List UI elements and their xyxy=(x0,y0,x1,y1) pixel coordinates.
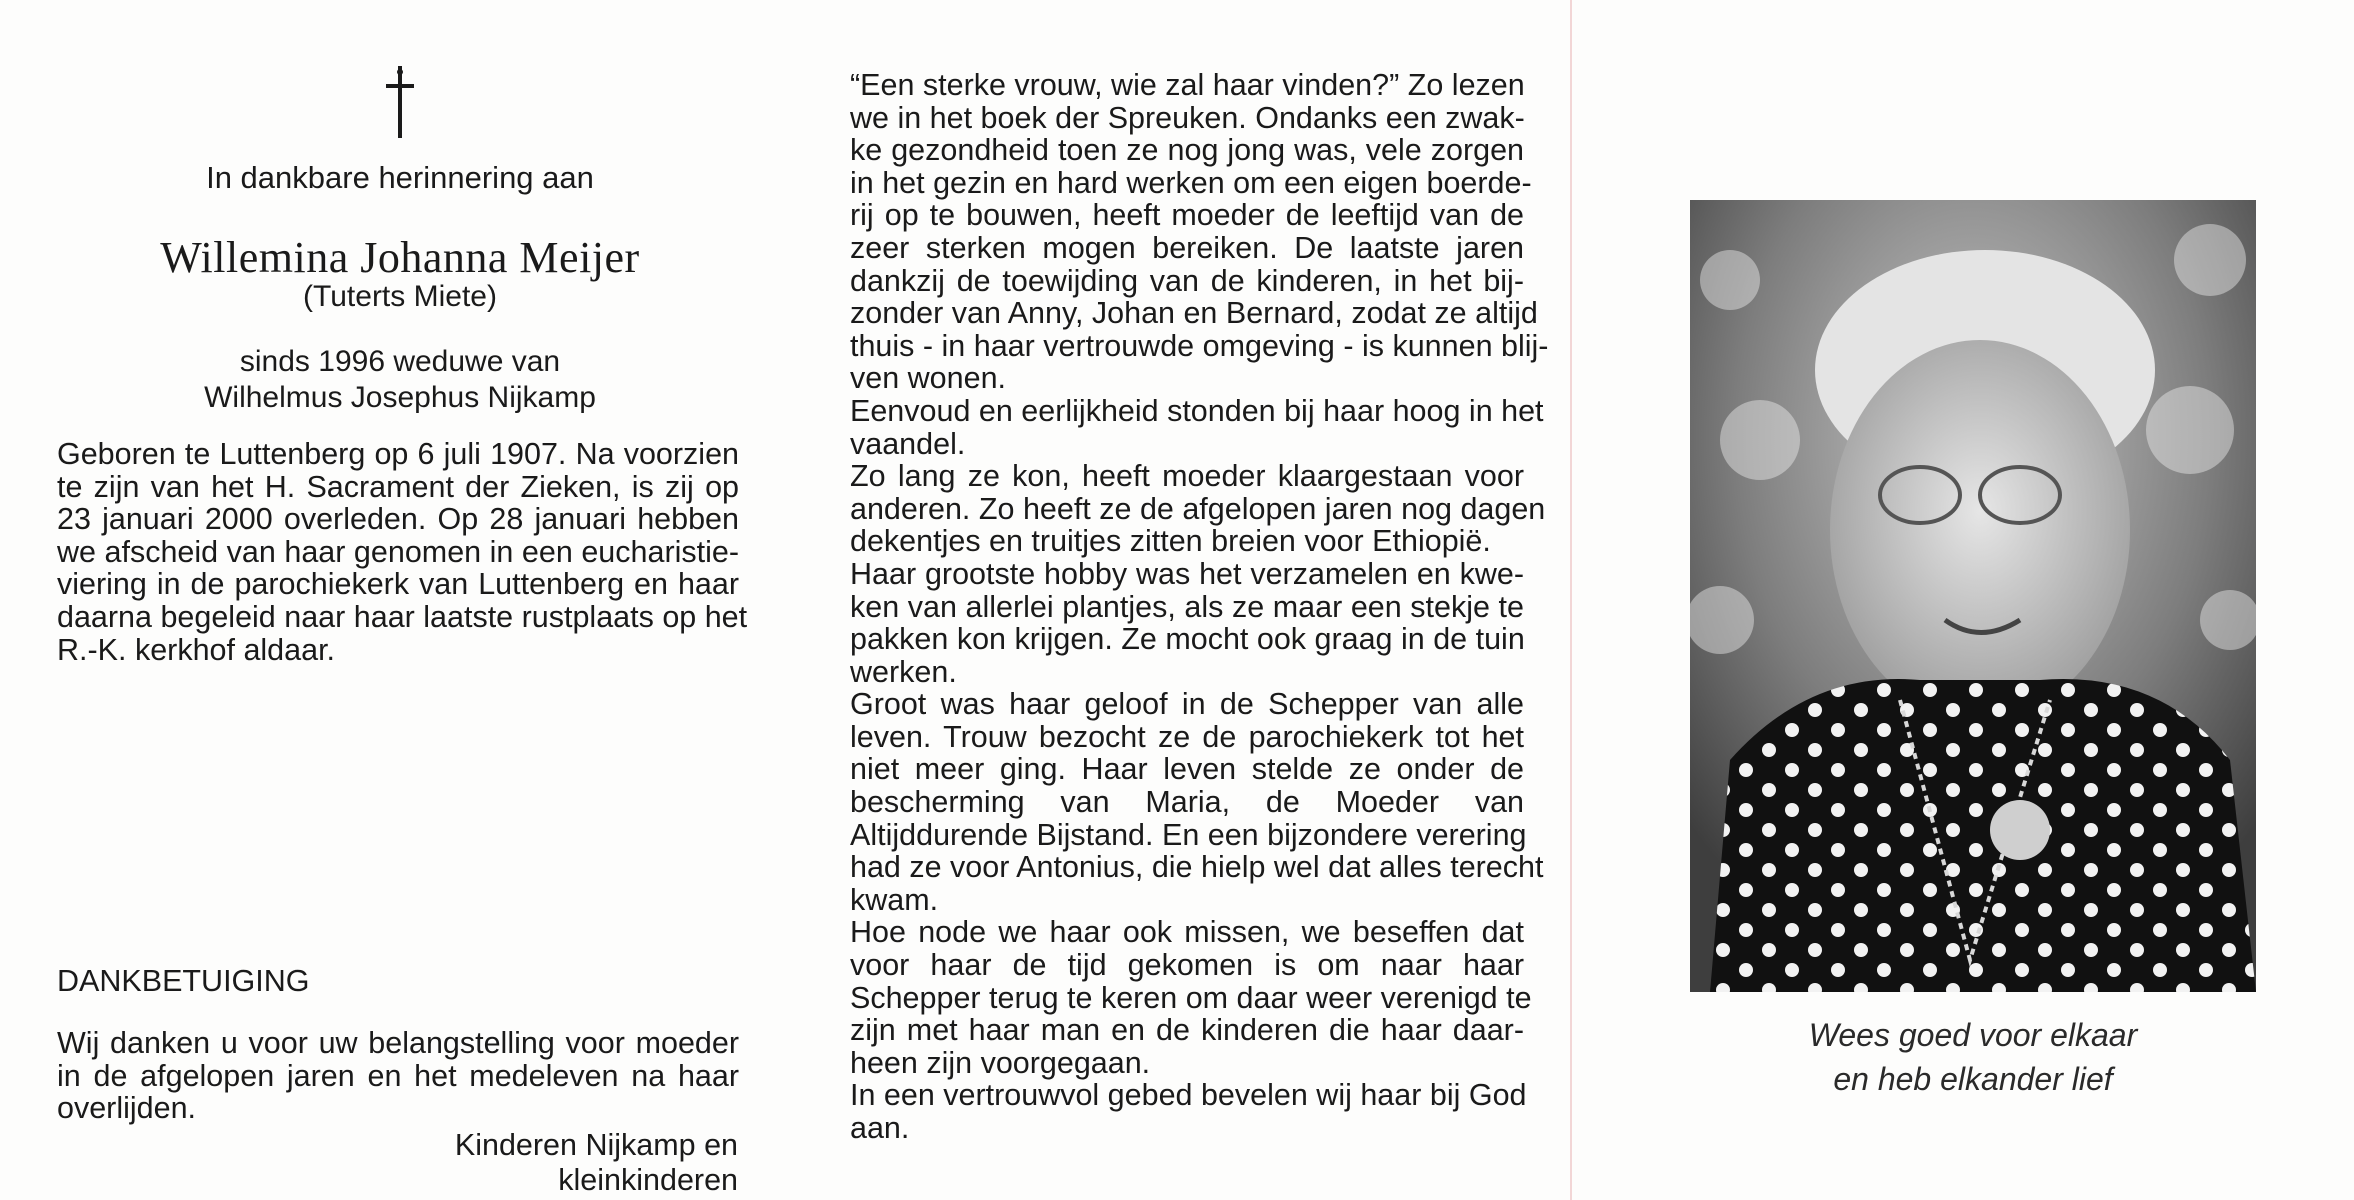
widow-line: sinds 1996 weduwe van xyxy=(239,345,561,378)
text-line: we in het boek der Spreuken. Ondanks een zwak- xyxy=(850,100,1525,135)
portrait-photo xyxy=(1690,200,2256,992)
caption-line: Wees goed voor elkaar xyxy=(1808,1017,2138,1053)
caption-line: en heb elkander lief xyxy=(1833,1061,2113,1097)
nickname: (Tuterts Miete) xyxy=(303,280,497,313)
text-line: in de afgelopen jaren en het medeleven na haar xyxy=(57,1058,739,1093)
text-line: R.-K. kerkhof aldaar. xyxy=(57,632,336,667)
text-line: ke gezondheid toen ze nog jong was, vele zorgen xyxy=(850,133,1524,168)
caption xyxy=(1700,1013,2246,1101)
text-line: zonder van Anny, Johan en Bernard, zodat ze altijd xyxy=(850,296,1538,331)
text-line: te zijn van het H. Sacrament der Zieken, is zij op xyxy=(57,469,739,504)
text-line: Zo lang ze kon, heeft moeder klaargestaan voor xyxy=(850,459,1524,494)
fold-line xyxy=(1570,0,1572,1200)
text-line: pakken kon krijgen. Ze mocht ook graag in de tuin xyxy=(850,622,1525,657)
text-line: Haar grootste hobby was het verzamelen en kwe- xyxy=(850,556,1524,591)
text-line: zeer sterken mogen bereiken. De laatste jaren xyxy=(850,230,1524,265)
text-line: Wij danken u voor uw belangstelling voor moeder xyxy=(57,1026,739,1060)
cross-icon xyxy=(380,66,420,138)
text-line: in het gezin en hard werken om een eigen boerde- xyxy=(850,165,1532,200)
text-line: zijn met haar man en de kinderen die haar daar- xyxy=(850,1013,1524,1048)
text-line: heen zijn voorgegaan. xyxy=(850,1045,1151,1080)
text-line: bescherming van Maria, de Moeder van xyxy=(850,785,1524,820)
text-line: leven. Trouw bezocht ze de parochiekerk tot het xyxy=(850,719,1524,754)
text-line: niet meer ging. Haar leven stelde ze onder de xyxy=(850,752,1524,787)
text-line: Altijddurende Bijstand. En een bijzondere verering xyxy=(850,817,1527,852)
intro-line: In dankbare herinnering aan xyxy=(206,160,594,195)
text-line: overlijden. xyxy=(57,1091,197,1126)
text-line: had ze voor Antonius, die hielp wel dat alles terecht xyxy=(850,850,1544,885)
thanks-heading: DANKBETUIGING xyxy=(57,964,310,998)
biography-paragraph xyxy=(57,437,748,667)
text-line: we afscheid van haar genomen in een eucharistie- xyxy=(57,534,739,569)
text-line: dekentjes en truitjes zitten breien voor Ethiopië. xyxy=(850,524,1491,559)
text-line: “Een sterke vrouw, wie zal haar vinden?” Zo lezen xyxy=(850,68,1525,102)
portrait-image xyxy=(1690,200,2256,992)
text-line: Groot was haar geloof in de Schepper van alle xyxy=(850,687,1524,722)
text-line: kwam. xyxy=(850,882,939,917)
text-line: werken. xyxy=(850,654,957,689)
text-line: voor haar de tijd gekomen is om naar haar xyxy=(850,948,1524,983)
text-line: viering in de parochiekerk van Luttenberg en haar xyxy=(57,567,739,602)
text-line: ken van allerlei plantjes, als ze maar een stekje te xyxy=(850,589,1524,624)
text-line: Eenvoud en eerlijkheid stonden bij haar hoog in het xyxy=(850,393,1544,428)
tribute-text xyxy=(850,68,1549,1145)
deceased-name: Willemina Johanna Meijer xyxy=(160,233,640,282)
text-line: dankzij de toewijding van de kinderen, in het bij- xyxy=(850,263,1524,298)
text-line: anderen. Zo heeft ze de afgelopen jaren nog dagen xyxy=(850,491,1546,526)
text-line: vaandel. xyxy=(850,426,966,461)
text-line: daarna begeleid naar haar laatste rustplaats op het xyxy=(57,599,748,634)
text-line: Schepper terug te keren om daar weer verenigd te xyxy=(850,980,1532,1015)
text-line: ven wonen. xyxy=(850,361,1006,396)
text-line: 23 januari 2000 overleden. Op 28 januari hebben xyxy=(57,502,739,537)
spouse-name: Wilhelmus Josephus Nijkamp xyxy=(204,381,596,414)
signature: Kinderen Nijkamp en kleinkinderen xyxy=(454,1128,738,1197)
widow-note xyxy=(150,344,650,416)
text-line: aan. xyxy=(850,1111,910,1145)
thanks-paragraph xyxy=(57,1027,739,1125)
text-line: thuis - in haar vertrouwde omgeving - is kunnen blij- xyxy=(850,328,1549,363)
text-line: rij op te bouwen, heeft moeder de leeftijd van de xyxy=(850,198,1524,233)
text-line: Geboren te Luttenberg op 6 juli 1907. Na voorzien xyxy=(57,437,739,471)
text-line: Hoe node we haar ook missen, we beseffen dat xyxy=(850,915,1524,950)
text-line: In een vertrouwvol gebed bevelen wij haar bij God xyxy=(850,1078,1527,1113)
